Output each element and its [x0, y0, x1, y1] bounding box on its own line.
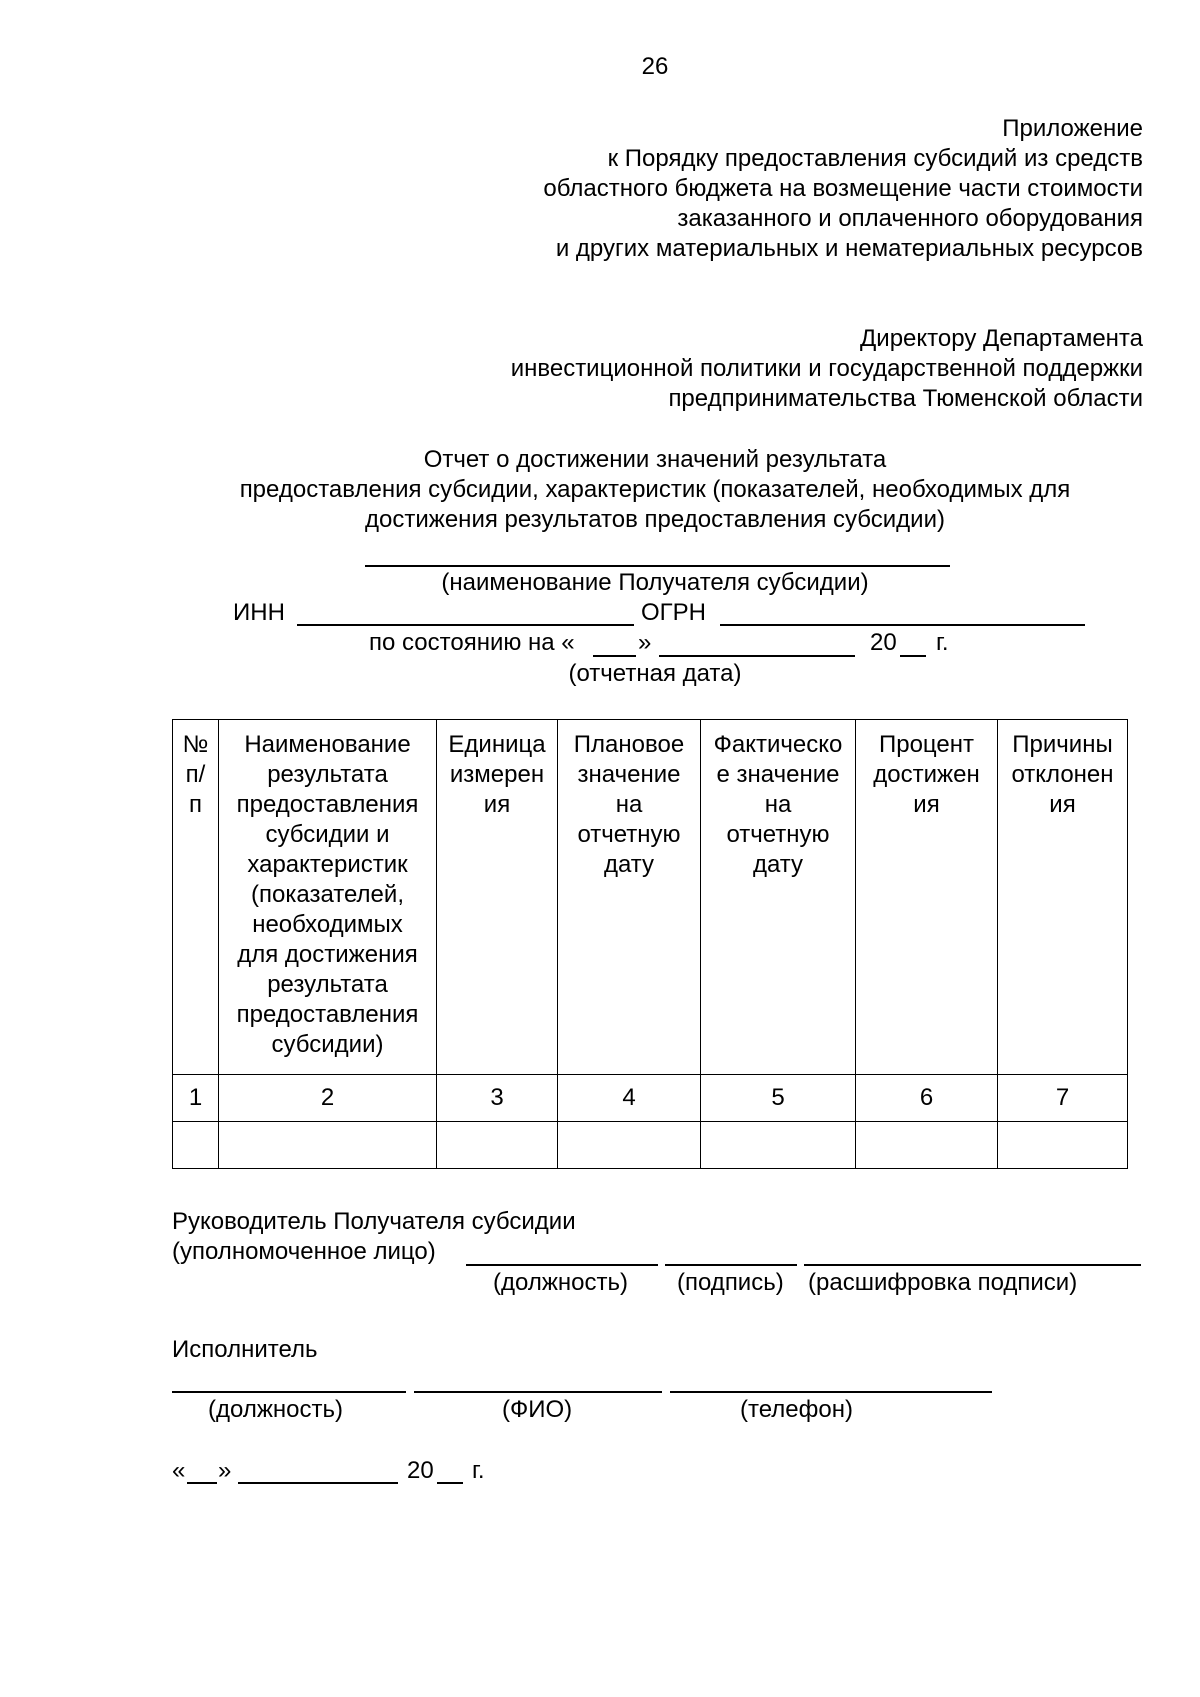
head-position-line [466, 1264, 658, 1266]
column-number: 4 [558, 1075, 701, 1122]
header-line: на [615, 791, 643, 818]
report-table [172, 719, 1128, 1169]
header-line: Причины [1012, 731, 1113, 758]
table-cell[interactable] [701, 1122, 856, 1169]
header-line: отчетную [726, 821, 830, 848]
table-cell[interactable] [856, 1122, 998, 1169]
header-line: предоставления [236, 1001, 419, 1028]
table-cell[interactable] [173, 1122, 219, 1169]
as-of-month-line [659, 655, 855, 657]
column-number: 7 [998, 1075, 1128, 1122]
header-line: измерен [449, 761, 545, 788]
inn-label: ИНН [233, 599, 285, 626]
header-cell-number [173, 720, 219, 1075]
date-open-quote: « [172, 1457, 186, 1484]
ogrn-field-line [720, 624, 1085, 626]
head-decoding-caption: (расшифровка подписи) [808, 1269, 1078, 1296]
header-cell-result-name [219, 720, 437, 1075]
ogrn-label: ОГРН [641, 599, 707, 626]
header-line: отклонен [1011, 761, 1114, 788]
head-decoding-line [804, 1264, 1141, 1266]
date-day-line [187, 1482, 217, 1484]
header-cell-percent [856, 720, 998, 1075]
column-numbers-row [173, 1075, 1128, 1122]
header-line: предоставления [236, 791, 419, 818]
header-line: Фактическо [713, 731, 843, 758]
header-line: е значение [716, 761, 840, 788]
signature-head-authorized: (уполномоченное лицо) [172, 1238, 436, 1265]
header-cell-unit [437, 720, 558, 1075]
appendix-line: к Порядку предоставления субсидий из средств [607, 145, 1143, 172]
header-line: ия [913, 791, 940, 818]
as-of-day-line [593, 655, 636, 657]
appendix-line: Приложение [1002, 115, 1143, 142]
header-line: результата [267, 971, 388, 998]
header-cell-actual-value [701, 720, 856, 1075]
header-line: п/ [185, 761, 206, 788]
as-of-close-quote: » [638, 629, 652, 656]
header-line: отчетную [577, 821, 681, 848]
header-cell-planned-value [558, 720, 701, 1075]
addressee-line: инвестиционной политики и государственной поддержки [510, 355, 1143, 382]
appendix-line: областного бюджета на возмещение части стоимости [543, 175, 1143, 202]
report-title-line: достижения результатов предоставления субсидии) [365, 506, 945, 533]
header-line: Единица [448, 731, 546, 758]
appendix-line: заказанного и оплаченного оборудования [677, 205, 1143, 232]
table-cell[interactable] [998, 1122, 1128, 1169]
header-line: значение [577, 761, 681, 788]
header-line: п [189, 791, 202, 818]
head-signature-caption: (подпись) [677, 1269, 784, 1296]
as-of-year-line [900, 655, 926, 657]
recipient-name-line [365, 565, 950, 567]
date-year-suffix: г. [472, 1457, 485, 1484]
head-signature-line [665, 1264, 797, 1266]
header-line: субсидии) [271, 1031, 384, 1058]
table-row-empty [173, 1122, 1128, 1169]
date-year-prefix: 20 [407, 1457, 434, 1484]
recipient-caption: (наименование Получателя субсидии) [441, 569, 869, 596]
addressee-line: Директору Департамента [860, 325, 1143, 352]
report-title-line: предоставления субсидии, характеристик (показателей, необходимых для [239, 476, 1071, 503]
header-line: необходимых [252, 911, 403, 938]
header-line: достижен [873, 761, 980, 788]
signature-head-label: Руководитель Получателя субсидии [172, 1208, 576, 1235]
executor-phone-caption: (телефон) [740, 1396, 853, 1423]
executor-name-line [414, 1391, 662, 1393]
column-number: 3 [437, 1075, 558, 1122]
header-line: (показателей, [251, 881, 404, 908]
header-line: ия [483, 791, 511, 818]
column-number: 5 [701, 1075, 856, 1122]
header-line: Наименование [244, 731, 411, 758]
header-line: ия [1049, 791, 1076, 818]
table-cell[interactable] [558, 1122, 701, 1169]
column-number: 1 [173, 1075, 219, 1122]
header-line: субсидии и [265, 821, 390, 848]
date-close-quote: » [218, 1457, 232, 1484]
header-line: № [182, 731, 209, 758]
executor-name-caption: (ФИО) [502, 1396, 573, 1423]
date-year-line [437, 1482, 463, 1484]
inn-field-line [297, 624, 634, 626]
table-header-row [173, 720, 1128, 1075]
page-number: 26 [641, 53, 669, 80]
header-line: характеристик [247, 851, 408, 878]
header-line: Плановое [573, 731, 685, 758]
date-month-line [238, 1482, 398, 1484]
executor-position-line [172, 1391, 406, 1393]
column-number: 2 [219, 1075, 437, 1122]
table-cell[interactable] [437, 1122, 558, 1169]
addressee-line: предпринимательства Тюменской области [668, 385, 1143, 412]
head-position-caption: (должность) [493, 1269, 628, 1296]
header-line: Процент [878, 731, 974, 758]
as-of-year-prefix: 20 [870, 629, 897, 656]
executor-label: Исполнитель [172, 1336, 318, 1363]
header-line: для достижения [237, 941, 418, 968]
executor-phone-line [670, 1391, 992, 1393]
header-line: на [764, 791, 792, 818]
header-cell-deviation-reasons [998, 720, 1128, 1075]
header-line: дату [752, 851, 804, 878]
appendix-line: и других материальных и нематериальных ресурсов [555, 235, 1143, 262]
as-of-year-suffix: г. [936, 629, 949, 656]
executor-position-caption: (должность) [208, 1396, 343, 1423]
report-date-caption: (отчетная дата) [568, 660, 742, 687]
as-of-label: по состоянию на « [369, 629, 575, 656]
header-line: дату [603, 851, 655, 878]
column-number: 6 [856, 1075, 998, 1122]
report-title-line: Отчет о достижении значений результата [423, 446, 887, 473]
table-cell[interactable] [219, 1122, 437, 1169]
header-line: результата [267, 761, 388, 788]
